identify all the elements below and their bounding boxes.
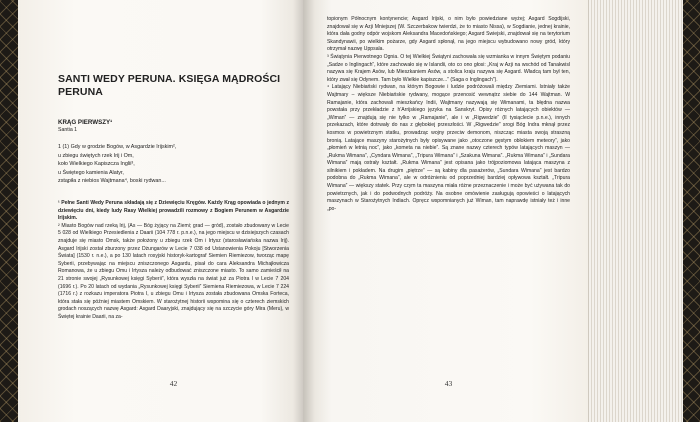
- verse-line: u zbiegu świętych rzek Irij i Om,: [58, 152, 134, 159]
- section-subheading: Santia 1: [58, 127, 78, 133]
- page-stack-edge: [588, 0, 683, 422]
- verse-block: [58, 143, 289, 186]
- paragraph: ⁴ Latający Niebiański rydwan, na którym Bogowie i ludzie podróżowali między Ziemiami. Istniały także Wajtmary – większe Niebiańskie rydwany, mogące przenosić wewnątrz siebie do 144 Wajtman. W Ramajanie, która zachowali mieszkańcy Indii, Wajtmany nazywają się Wimanami, ta błędna nazwa powstała przy przekładzie z h'Arrijskiego języka na Sanskryt. Opisy różnych latających obiektów — „Wiman” — znajdują się nie tylko w „Ramajanie”, ale i w „Rigwedzie” (II tysiąclecie p.n.e.), innych przekazach, które dotrwały do nas z głębokiej przeszłości. W „Rigwedzie” srogi Bóg Indra mknął przez kosmos w powietrznym statku, prowadząc wojny przeciw demonom, niszcząc miasta swoją straszną bronią. Latające maszyny starożytnych były opisywane jako „otoczone gęstym obłokiem meteory”, jako „płomień w letnią noc”, jako „kometa na niebie”. Są znane nazwy czterech typów latających maszyn — „Rukma Wimana”, „Cyndara Wimana”, „Tripura Wimana” i „Szakuna Wimana”. „Rukma Wimana” i „Sundara Wimana” mają ostrały kształt. „Rukma Wimana” jest opisana jako trójpoziomowa latająca maszyna z silnikiem i pokładem. Na drugim „piętrze” — są kabiny dla pasażerów, „Sundara Wimana” jest bardzo podobna do „Rukma Wimana”, ale w odróżnieniu od poprzedniej bardziej opływowa kształt. „Tripura Wimana” — większy statek. Przy czym ta maszyna miała różne przeznaczenie i może być używana tak do powietrznych, jak i do podwodnych podróży. Na osobne omówienie zasługują opowieści o latających maszynach w Starożytnych Indiach. Opręcz wspomnianych już Wiman, tam naprawdę istniały też i inne „po-: [327, 84, 570, 212]
- page-number-right: 43: [444, 379, 453, 388]
- verse-line: zstąpiła z niebios Wajtmana⁴, boski rydwan...: [58, 178, 166, 185]
- open-book: [18, 0, 682, 422]
- section-heading: KRĄG PIERWSZY¹: [58, 119, 113, 126]
- left-page: [18, 0, 303, 422]
- chapter-title: SANTI WEDY PERUNA. KSIĘGA MĄDROŚCI PERUNA: [58, 73, 281, 98]
- footnotes-left: [58, 200, 289, 322]
- verse-line: 1 (1) Gdy w grodzie Bogów, w Asgardzie Irijskim²,: [58, 144, 177, 150]
- footnote-bold: ¹ Pełne Santi Wedy Peruna składają się z Dziewięciu Kręgów. Każdy Krąg opowiada o jednym z dziewięciu dni, kiedy ludy Rasy Wielkiej prowadzili rozmowy z Bogiem Perunem w Asgardzie Irijskim.: [58, 199, 289, 222]
- verse-line: koło Wielkiego Kapiszcza Inglii³,: [58, 161, 135, 168]
- paragraph: ³ Świątynia Pierwotnego Ognia. O tej Wielkiej Świątyni zachowała się wzmianka w innym Świętym podaniu „Sadze o Inglingach”, które zachowało się w Islandii, oto co ono głosi: „Kraj w Azji na wschód od Tanakwisl nazywa się Krajem Asów, lub Mieszkaniem Asów, a stolica kraju nazywa się Asgard. Władcą tam był ten, który zwał się Odynem. Tam było Wielkie kapiszcze...” (Saga o Inglingach").: [327, 53, 570, 83]
- footnote-text: ² Miasto Bogów nad rzeką Irij, (As — Bóg żyjący na Ziemi; grad — gród), zostało zbudowany w Lecie 5 028 od Wielkiego Przesiedlenia z Daarii (104 778 r. p.n.e.), na jego miejscu w dzisiejszych czasach znajduje się miasto Omsk, także położony u zbiegu rzek Om i Irtysz (starosławiańska nazwa Irij). Asgard Irijski został zburzony przez Dżungarów w Lecie 7 038 od Ustanowienia Pokoju [Stworzenia Świata] (1530 r. n.e.), a po 130 latach rosyjski historyk-kartograf Siemien Riemiezow, tworząc mapę Syberii, przebywając na miejscu zniszczonego Asgardu, pisał do cara Aleksandra Michajłowicza Romanowa, że u zbiegu Omu i Irtysza należy odbudować zniszczone miasto. To samo zamieścił na 21 stronie swojej „Rysunkowej księgi Syberii”, która wyszła na świat już za Piotra I w Lecie 7 204 (1696 r.). Po 20 latach od wydania „Rysunkowej księgi Syberii” Siemiena Riemiezowa, w Lecie 7 224 (1716 r.) z rozkazu imperatora Piotra I, u zbiegu Omu i Irtysza została zbudowana Omska Forteca, która stała się później miastem Omskiem. W starożytnej historii wspomina się o czterech ziemskich grodach noszących nazwę Asgard: Asgard Daaryjski, znajdujący się na szczycie góry Mira (Meru), w Świętej krainie Daarii, na za-: [58, 222, 289, 320]
- page-number-left: 42: [169, 379, 178, 388]
- paragraph: topionym Północnym kontynencie; Asgard Irijski, o nim było powiedziane wyżej; Asgard Sogdijski, znajdował się w Azji Mniejszej (W. Szczerbakow twierdzi, że to miasto Nissa), w Sogdianie, jednej krainie, która dała godny odpór wojskom Aleksandra Macedońskiego; Asgard Swiejski, znajdował się na terytorium Skandynawii, po wielkim pożarze, gdy Asgard spłonął, na jego miejscu wybudowano nowy gród, który otrzymał nazwę Uppsala.: [327, 16, 570, 53]
- footnotes-right: [327, 16, 570, 213]
- verse-line: u Świętego kamienia Alatyr,: [58, 169, 124, 176]
- right-page: [303, 0, 588, 422]
